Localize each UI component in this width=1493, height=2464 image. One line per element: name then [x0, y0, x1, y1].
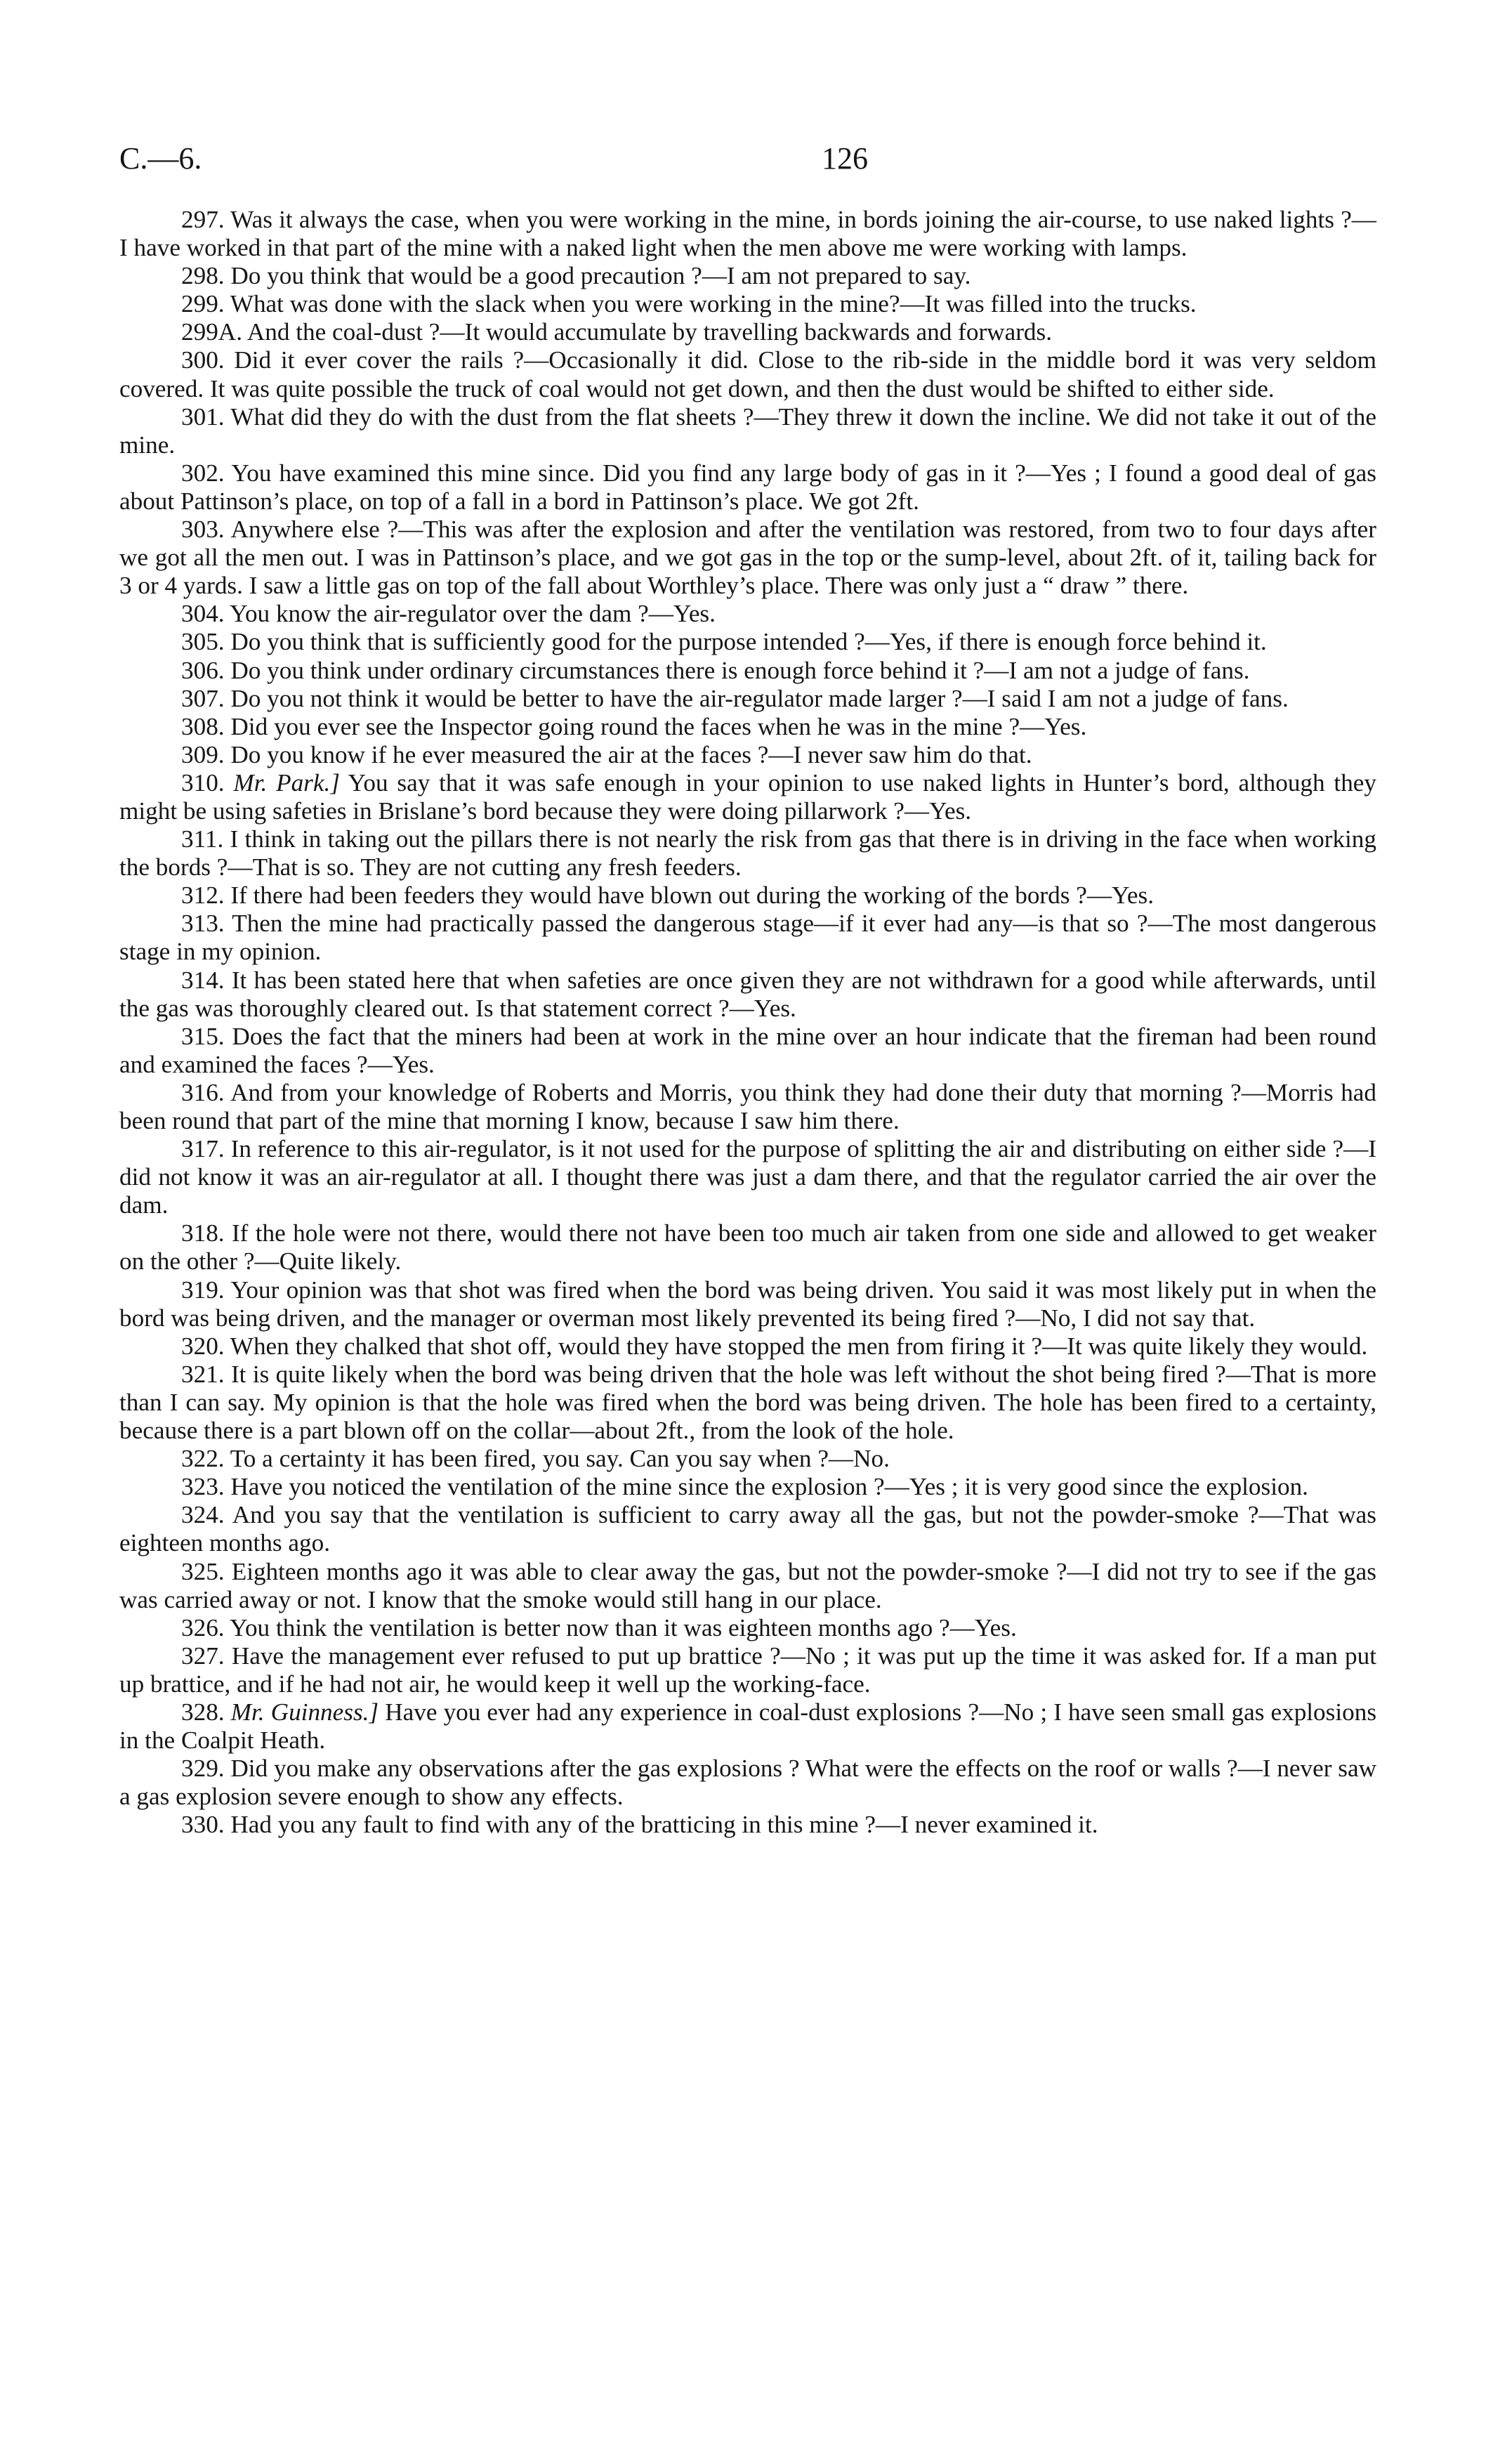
- testimony-paragraph: [119, 882, 1376, 910]
- paragraph-text: 327. Have the management ever refused to put up brattice ?—No ; it was put up the time it was asked for. If a man put up brattice, and if he had not air, he would keep it well up the working-face.: [119, 1641, 1376, 1698]
- paragraph-text: 304. You know the air-regulator over the dam ?—Yes.: [181, 600, 716, 628]
- testimony-paragraph: [119, 1473, 1376, 1501]
- document-reference: C.—6.: [119, 141, 202, 176]
- testimony-paragraph: [119, 1642, 1376, 1698]
- paragraph-text: 306. Do you think under ordinary circumstances there is enough force behind it ?—I am not a judge of fans.: [181, 656, 1250, 684]
- testimony-paragraph: [119, 769, 1376, 825]
- testimony-paragraph: [119, 1698, 1376, 1755]
- paragraph-text: 302. You have examined this mine since. Did you find any large body of gas in it ?—Yes ; I found a good deal of gas about Pattinson’s place, on top of a fall in a bord in Pattinson’s place. We got 2ft.: [119, 459, 1376, 515]
- paragraph-text: 298. Do you think that would be a good precaution ?—I am not prepared to say.: [181, 262, 971, 290]
- paragraph-text: 324. And you say that the ventilation is sufficient to carry away all the gas, but not the powder-smoke ?—That was eighteen months ago.: [119, 1501, 1376, 1557]
- testimony-paragraph: [119, 1755, 1376, 1811]
- testimony-paragraph: [119, 1079, 1376, 1135]
- paragraph-text: 330. Had you any fault to find with any of the bratticing in this mine ?—I never examined it.: [181, 1811, 1098, 1839]
- paragraph-text: 299. What was done with the slack when you were working in the mine?—It was filled into the trucks.: [181, 290, 1197, 318]
- question-number: 310.: [181, 768, 234, 797]
- testimony-paragraph: [119, 318, 1376, 346]
- paragraph-text: 303. Anywhere else ?—This was after the explosion and after the ventilation was restored, from two to four days after we got all the men out. I was in Pattinson’s place, and we got gas in the top or the sump-level, about 2ft. of it, tailing back for 3 or 4 yards. I saw a little gas on top of the fall about Worthley’s place. There was only just a “ draw ” there.: [119, 516, 1376, 600]
- paragraph-text: 309. Do you know if he ever measured the air at the faces ?—I never saw him do that.: [181, 740, 1032, 768]
- testimony-paragraph: [119, 713, 1376, 741]
- testimony-text: [119, 206, 1376, 1839]
- paragraph-text: 316. And from your knowledge of Roberts and Morris, you think they had done their duty that morning ?—Morris had been round that part of the mine that morning I know, because I saw him there.: [119, 1078, 1376, 1134]
- paragraph-text: You say that it was safe enough in your opinion to use naked lights in Hunter’s bord, although they might be using safeties in Brislane’s bord because they were doing pillarwork ?—Yes.: [119, 768, 1376, 825]
- testimony-paragraph: [119, 1135, 1376, 1219]
- paragraph-text: 315. Does the fact that the miners had been at work in the mine over an hour indicate that the fireman had been round and examined the faces ?—Yes.: [119, 1022, 1376, 1078]
- testimony-paragraph: [119, 825, 1376, 882]
- testimony-paragraph: [119, 1558, 1376, 1614]
- paragraph-text: 318. If the hole were not there, would there not have been too much air taken from one side and allowed to get weaker on the other ?—Quite likely.: [119, 1219, 1376, 1276]
- paragraph-text: 317. In reference to this air-regulator, is it not used for the purpose of splitting the air and distributing on either side ?—I did not know it was an air-regulator at all. I thought there was just a dam there, and that the regulator carried the air over the dam.: [119, 1135, 1376, 1219]
- testimony-paragraph: [119, 346, 1376, 402]
- paragraph-text: 322. To a certainty it has been fired, you say. Can you say when ?—No.: [181, 1445, 890, 1473]
- testimony-paragraph: [119, 910, 1376, 966]
- testimony-paragraph: [119, 628, 1376, 656]
- testimony-paragraph: [119, 262, 1376, 290]
- paragraph-text: 313. Then the mine had practically passed the dangerous stage—if it ever had any—is that so ?—The most dangerous stage in my opinion.: [119, 910, 1376, 966]
- testimony-paragraph: [119, 685, 1376, 713]
- testimony-paragraph: [119, 1023, 1376, 1079]
- testimony-paragraph: [119, 741, 1376, 769]
- testimony-paragraph: [119, 966, 1376, 1023]
- paragraph-text: 325. Eighteen months ago it was able to clear away the gas, but not the powder-smoke ?—I did not try to see if the gas was carried away or not. I know that the smoke would still hang in our place.: [119, 1557, 1376, 1613]
- paragraph-text: 305. Do you think that is sufficiently good for the purpose intended ?—Yes, if there is enough force behind it.: [181, 628, 1267, 656]
- paragraph-text: 312. If there had been feeders they would have blown out during the working of the bords ?—Yes.: [181, 882, 1155, 910]
- paragraph-text: 308. Did you ever see the Inspector going round the faces when he was in the mine ?—Yes.: [181, 712, 1087, 740]
- speaker-name: Mr. Park.]: [233, 768, 340, 797]
- testimony-paragraph: [119, 657, 1376, 685]
- paragraph-text: 300. Did it ever cover the rails ?—Occasionally it did. Close to the rib-side in the middle bord it was very seldom covered. It was quite possible the truck of coal would not get down, and then the dust would be shifted to either side.: [119, 346, 1376, 402]
- testimony-paragraph: [119, 516, 1376, 600]
- paragraph-text: 323. Have you noticed the ventilation of the mine since the explosion ?—Yes ; it is very good since the explosion.: [181, 1473, 1308, 1501]
- paragraph-text: 301. What did they do with the dust from the flat sheets ?—They threw it down the incline. We did not take it out of the mine.: [119, 402, 1376, 459]
- testimony-paragraph: [119, 1219, 1376, 1276]
- paragraph-text: 329. Did you make any observations after the gas explosions ? What were the effects on the roof or walls ?—I never saw a gas explosion severe enough to show any effects.: [119, 1755, 1376, 1811]
- page-number: 126: [822, 141, 868, 176]
- testimony-paragraph: [119, 290, 1376, 318]
- testimony-paragraph: [119, 1445, 1376, 1473]
- testimony-paragraph: [119, 1501, 1376, 1557]
- testimony-paragraph: [119, 459, 1376, 516]
- testimony-paragraph: [119, 1332, 1376, 1361]
- paragraph-text: 314. It has been stated here that when safeties are once given they are not withdrawn for a good while afterwards, until the gas was thoroughly cleared out. Is that statement correct ?—Yes.: [119, 966, 1376, 1022]
- paragraph-text: 307. Do you not think it would be better to have the air-regulator made larger ?—I said I am not a judge of fans.: [181, 684, 1289, 712]
- paragraph-text: 311. I think in taking out the pillars there is not nearly the risk from gas that there is in driving in the face when working the bords ?—That is so. They are not cutting any fresh feeders.: [119, 825, 1376, 882]
- paragraph-text: 320. When they chalked that shot off, would they have stopped the men from firing it ?—It was quite likely they would.: [181, 1332, 1368, 1360]
- testimony-paragraph: [119, 1614, 1376, 1642]
- speaker-name: Mr. Guinness.]: [230, 1698, 379, 1726]
- testimony-paragraph: [119, 403, 1376, 459]
- paragraph-text: Have you ever had any experience in coal-dust explosions ?—No ; I have seen small gas explosions in the Coalpit Heath.: [119, 1698, 1377, 1755]
- paragraph-text: 299A. And the coal-dust ?—It would accumulate by travelling backwards and forwards.: [181, 318, 1052, 346]
- testimony-paragraph: [119, 206, 1376, 262]
- testimony-paragraph: [119, 1361, 1376, 1445]
- question-number: 328.: [181, 1698, 231, 1726]
- paragraph-text: 319. Your opinion was that shot was fired when the bord was being driven. You said it was most likely put in when the bord was being driven, and the manager or overman most likely prevented its being fired ?—No, I did not say that.: [119, 1276, 1376, 1332]
- paragraph-text: 321. It is quite likely when the bord was being driven that the hole was left without the shot being fired ?—That is more than I can say. My opinion is that the hole was fired when the bord was being driven. The hole has been fired to a certainty, because there is a part blown off on the collar—about 2ft., from the look of the hole.: [119, 1360, 1376, 1445]
- testimony-paragraph: [119, 1276, 1376, 1332]
- testimony-paragraph: [119, 600, 1376, 628]
- paragraph-text: 326. You think the ventilation is better now than it was eighteen months ago ?—Yes.: [181, 1613, 1017, 1641]
- testimony-paragraph: [119, 1811, 1376, 1839]
- page-header: [119, 140, 1376, 190]
- paragraph-text: 297. Was it always the case, when you were working in the mine, in bords joining the air-course, to use naked lights ?—I have worked in that part of the mine with a naked light when the men above me were working with lamps.: [119, 206, 1376, 262]
